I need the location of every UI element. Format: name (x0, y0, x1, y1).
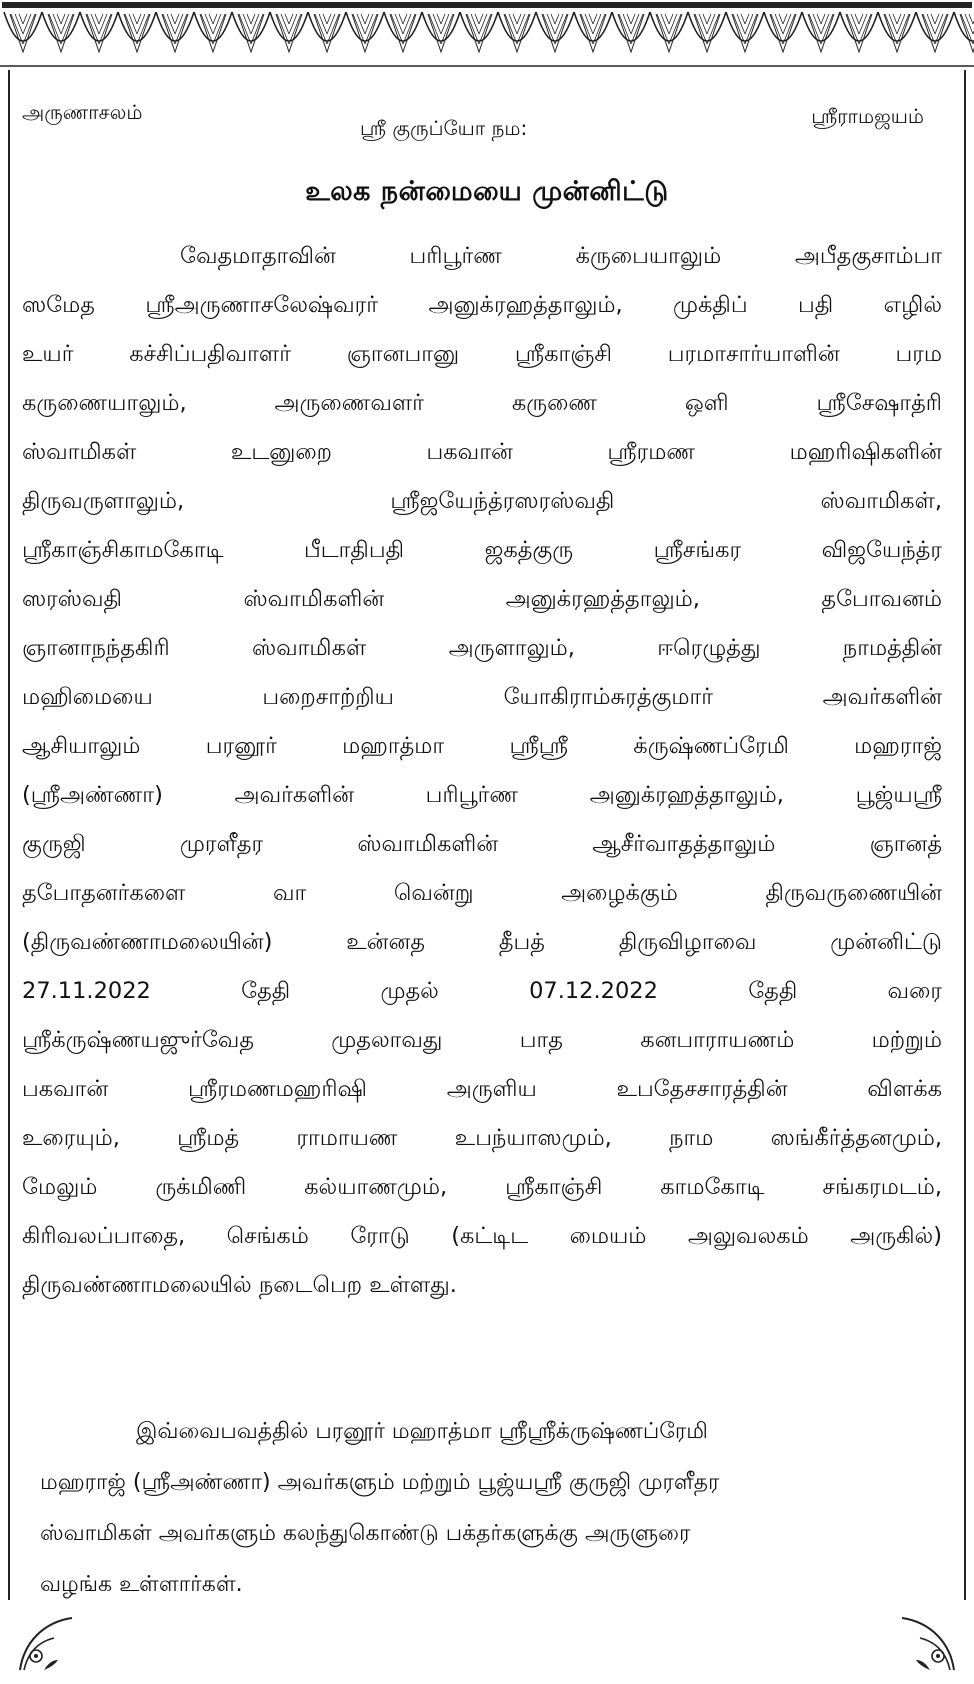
paragraph-line: ஸரஸ்வதி ஸ்வாமிகளின் அனுக்ரஹத்தாலும், தபோவனம் (22, 586, 942, 612)
paragraph-line: ஆசியாலும் பரனூர் மஹாத்மா ஸ்ரீஸ்ரீ க்ருஷ்ணப்ரேமி மஹராஜ் (22, 733, 942, 759)
paragraph-line: ஸ்ரீகாஞ்சிகாமகோடி பீடாதிபதி ஜகத்குரு ஸ்ரீசங்கர விஜயேந்த்ர (22, 537, 942, 563)
header-arunachalam: அருணாசலம் (22, 100, 143, 124)
paragraph-line: 27.11.2022 தேதி முதல் 07.12.2022 தேதி வரை (22, 978, 942, 1004)
paragraph-line: தபோதனர்களை வா வென்று அழைக்கும் திருவருணையின் (22, 880, 942, 906)
paragraph-line: ஸ்வாமிகள் அவர்களும் கலந்துகொண்டு பக்தர்களுக்கு அருளுரை (40, 1521, 691, 1546)
paragraph-line: திருவருளாலும், ஸ்ரீஜயேந்த்ரஸரஸ்வதி ஸ்வாமிகள், (22, 488, 942, 514)
paragraph-line: உரையும், ஸ்ரீமத் ராமாயண உபந்யாஸமும், நாம ஸங்கீர்த்தனமும், (22, 1125, 942, 1151)
main-paragraph (22, 232, 942, 1310)
bottom-left-ornament (14, 1612, 78, 1676)
right-border-rule (964, 70, 966, 1600)
paragraph-line: ஸ்வாமிகள் உடனுறை பகவான் ஸ்ரீரமண மஹரிஷிகளின் (22, 439, 942, 465)
second-paragraph (40, 1406, 940, 1610)
page-title: உலக நன்மையை முன்னிட்டு (305, 176, 669, 207)
header-guru-namah: ஸ்ரீ குருப்யோ நம: (360, 116, 528, 140)
left-border-rule (8, 70, 10, 1600)
paragraph-line: (திருவண்ணாமலையின்) உன்னத தீபத் திருவிழாவை முன்னிட்டு (22, 929, 942, 955)
paragraph-line: மஹராஜ் (ஸ்ரீஅண்ணா) அவர்களும் மற்றும் பூஜ்யஸ்ரீ குருஜி முரளீதர (40, 1470, 720, 1495)
paragraph-line: வழங்க உள்ளார்கள். (40, 1572, 243, 1597)
paragraph-line: ஞானாநந்தகிரி ஸ்வாமிகள் அருளாலும், ஈரெழுத்து நாமத்தின் (22, 635, 942, 661)
paragraph-line: இவ்வைபவத்தில் பரனூர் மஹாத்மா ஸ்ரீஸ்ரீக்ருஷ்ணப்ரேமி (136, 1419, 708, 1444)
paragraph-line: ஸமேத ஸ்ரீஅருணாசலேஷ்வரர் அனுக்ரஹத்தாலும், முக்திப் பதி எழில் (22, 292, 942, 318)
paragraph-line: (ஸ்ரீஅண்ணா) அவர்களின் பரிபூர்ண அனுக்ரஹத்தாலும், பூஜ்யஸ்ரீ (22, 782, 942, 808)
paragraph-line: வேதமாதாவின் பரிபூர்ண க்ருபையாலும் அபீதகுசாம்பா (180, 243, 942, 269)
paragraph-line: கிரிவலப்பாதை, செங்கம் ரோடு (கட்டிட மையம் அலுவலகம் அருகில்) (22, 1223, 942, 1249)
paragraph-line: ஸ்ரீக்ருஷ்ணயஜுர்வேத முதலாவது பாத கனபாராயணம் மற்றும் (22, 1027, 942, 1053)
paragraph-line: மேலும் ருக்மிணி கல்யாணமும், ஸ்ரீகாஞ்சி காமகோடி சங்கரமடம், (22, 1174, 942, 1200)
paragraph-line: குருஜி முரளீதர ஸ்வாமிகளின் ஆசீர்வாதத்தாலும் ஞானத் (22, 831, 942, 857)
paragraph-line: பகவான் ஸ்ரீரமணமஹரிஷி அருளிய உபதேசசாரத்தின் விளக்க (22, 1076, 942, 1102)
decorative-top-border (0, 0, 974, 70)
bottom-right-ornament (896, 1612, 960, 1676)
header-sriramajayam: ஸ்ரீராமஜயம் (811, 104, 924, 128)
paragraph-line: உயர் கச்சிப்பதிவாளர் ஞானபானு ஸ்ரீகாஞ்சி பரமாசார்யாளின் பரம (22, 341, 942, 367)
paragraph-line: மஹிமையை பறைசாற்றிய யோகிராம்சுரத்குமார் அவர்களின் (22, 684, 942, 710)
paragraph-line: கருணையாலும், அருணைவளர் கருணை ஒளி ஸ்ரீசேஷாத்ரி (22, 390, 942, 416)
paragraph-line: திருவண்ணாமலையில் நடைபெற உள்ளது. (22, 1272, 457, 1298)
